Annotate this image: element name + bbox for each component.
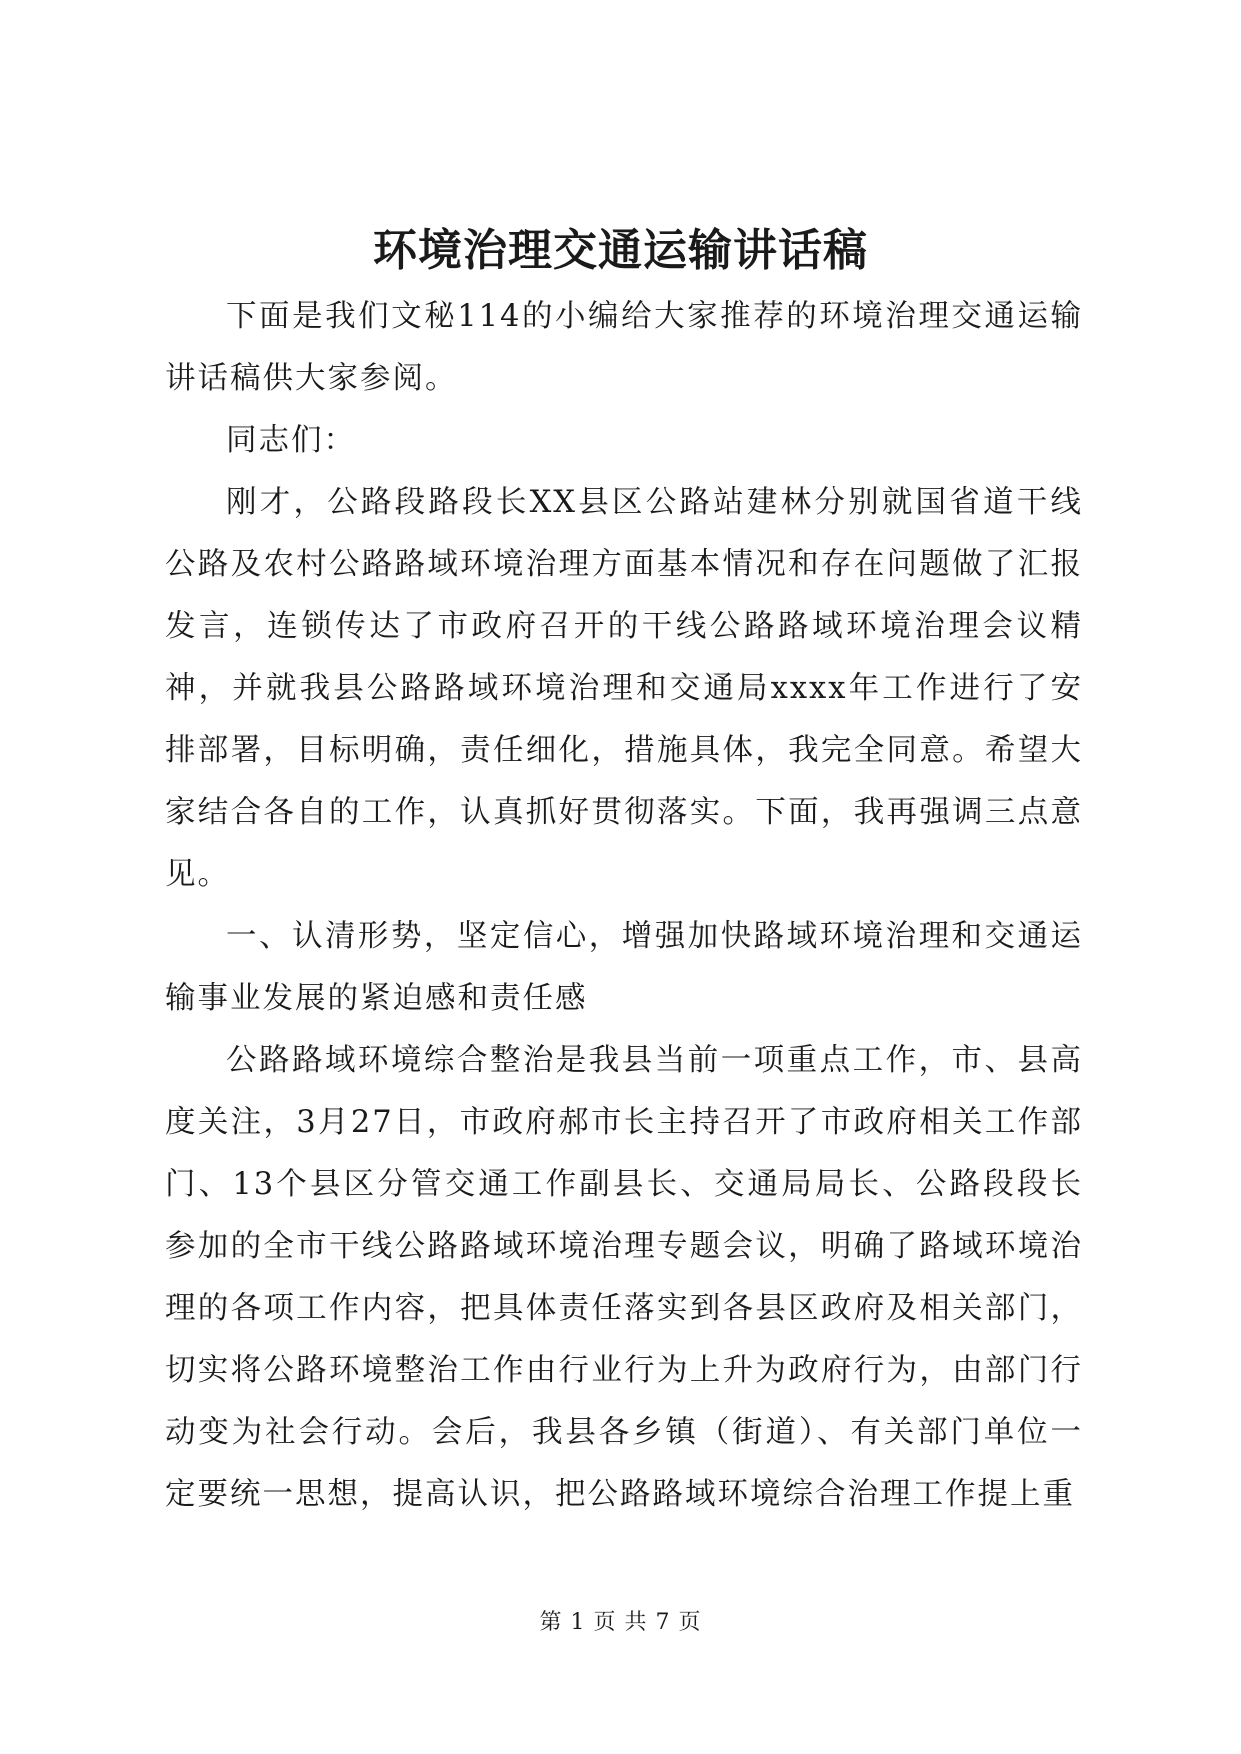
document-title: 环境治理交通运输讲话稿 — [373, 225, 868, 276]
page-footer: 第 1 页 共 7 页 — [539, 1610, 702, 1635]
section-1-paragraph: 公路路域环境综合整治是我县当前一项重点工作，市、县高度关注，3月27日，市政府郝市长主持召开了市政府相关工作部门、13个县区分管交通工作副县长、交通局局长、公路段段长参加的全市干线公路路域环境治理专题会议，明确了路域环境治理的各项工作内容，把具体责任落实到各县区政府及相关部门，切实将公路环境整治工作由行业行为上升为政府行为，由部门行动变为社会行动。会后，我县各乡镇（街道）、有关部门单位一定要统一思想，提高认识，把公路路域环境综合治理工作提上重 — [165, 1043, 1083, 1512]
section-heading-1: 一、认清形势，坚定信心，增强加快路域环境治理和交通运输事业发展的紧迫感和责任感 — [165, 919, 1083, 1016]
intro-paragraph: 下面是我们文秘114的小编给大家推荐的环境治理交通运输讲话稿供大家参阅。 — [165, 299, 1083, 396]
opening-paragraph: 刚才，公路段路段长XX县区公路站建林分别就国省道干线公路及农村公路路域环境治理方面基本情况和存在问题做了汇报发言，连锁传达了市政府召开的干线公路路域环境治理会议精神，并就我县公路路域环境治理和交通局xxxx年工作进行了安排部署，目标明确，责任细化，措施具体，我完全同意。希望大家结合各自的工作，认真抓好贯彻落实。下面，我再强调三点意见。 — [165, 485, 1083, 892]
salutation-paragraph: 同志们： — [226, 423, 356, 458]
document-body — [165, 286, 1083, 1526]
